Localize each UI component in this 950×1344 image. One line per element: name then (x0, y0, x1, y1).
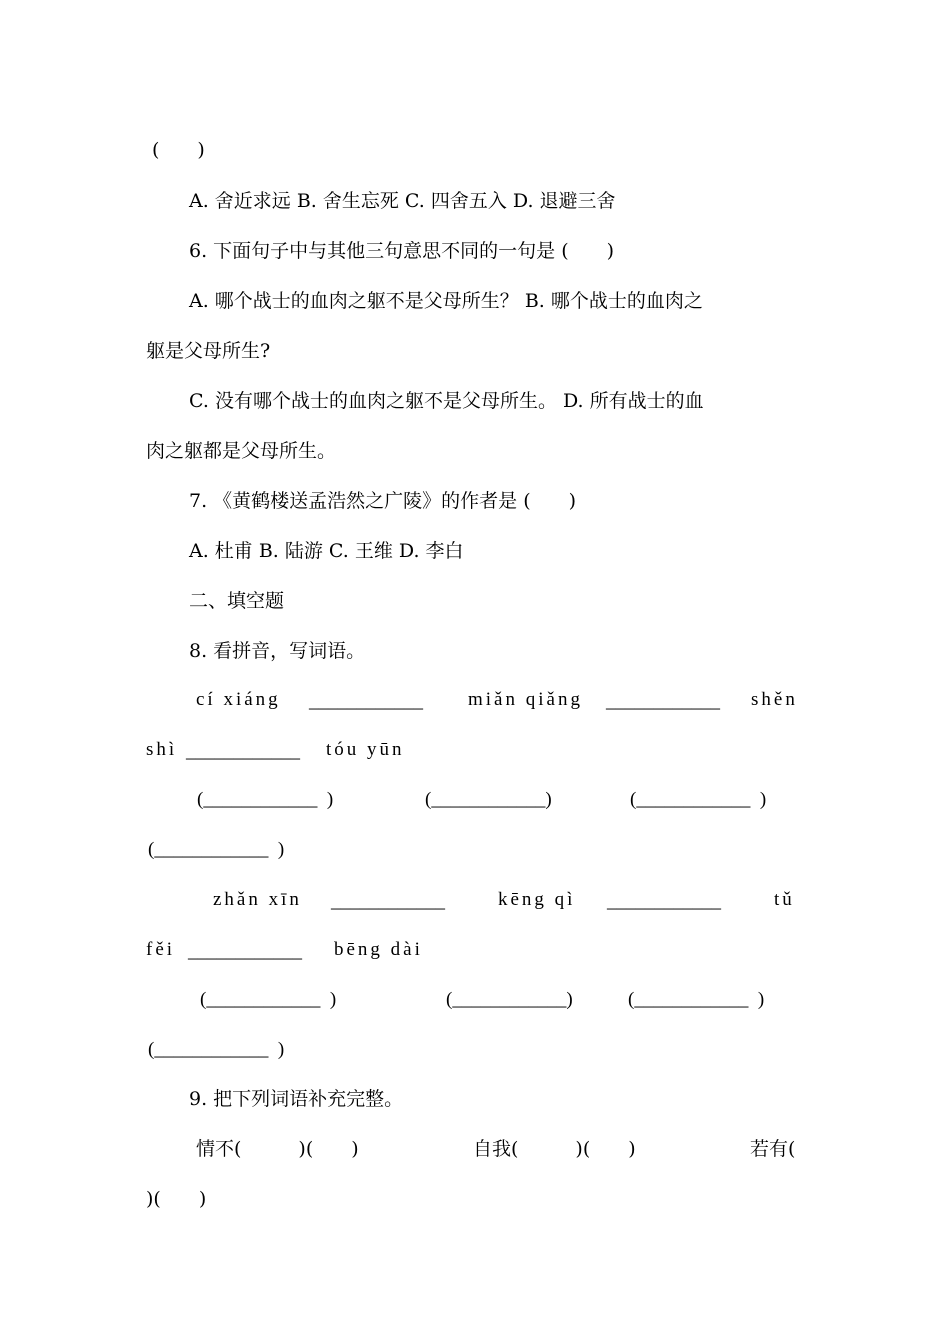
q8-pinyin-blank-1[interactable]: ____________ (309, 691, 423, 712)
q8-pinyin-3b: shì (146, 739, 178, 760)
q8-pinyin-4: tóu yūn (326, 739, 405, 760)
q8-answer-box-4[interactable]: (____________ ) (148, 839, 285, 860)
q8-answer-box-8[interactable]: (____________ ) (148, 1039, 285, 1060)
q8-pinyin-1: cí xiáng (196, 689, 281, 710)
q7-options: A. 杜甫 B. 陆游 C. 王维 D. 李白 (189, 540, 464, 562)
q6-option-a-line2: 躯是父母所生? (146, 340, 271, 362)
q7-stem: 7. 《黄鹤楼送孟浩然之广陵》的作者是 ( ) (189, 490, 577, 512)
q8-stem: 8. 看拼音，写词语。 (189, 640, 366, 662)
q6-option-a-line1: A. 哪个战士的血肉之躯不是父母所生？ B. 哪个战士的血肉之 (189, 290, 703, 312)
q6-option-c-line1: C. 没有哪个战士的血肉之躯不是父母所生。 D. 所有战士的血 (189, 390, 704, 412)
q8-pinyin-blank-2[interactable]: ____________ (606, 691, 720, 712)
q8-answer-box-3[interactable]: (____________ ) (630, 789, 767, 810)
q8-answer-box-5[interactable]: (____________ ) (200, 989, 337, 1010)
q8-answer-box-6[interactable]: (____________) (446, 989, 573, 1010)
q8-pinyin-blank-6[interactable]: ____________ (607, 891, 721, 912)
q9-word-3b[interactable]: )( ) (146, 1188, 207, 1210)
q8-pinyin-blank-5[interactable]: ____________ (331, 891, 445, 912)
q6-stem: 6. 下面句子中与其他三句意思不同的一句是 ( ) (189, 240, 615, 262)
q8-pinyin-2: miǎn qiǎng (468, 689, 583, 710)
q8-pinyin-3a: shěn (751, 689, 798, 710)
q9-stem: 9. 把下列词语补充完整。 (189, 1088, 404, 1110)
q8-pinyin-6: kēng qì (498, 889, 576, 910)
q9-word-3a[interactable]: 若有( (750, 1138, 796, 1160)
q8-pinyin-blank-7[interactable]: ____________ (188, 941, 302, 962)
q8-pinyin-8: bēng dài (334, 939, 423, 960)
q8-answer-box-2[interactable]: (____________) (425, 789, 552, 810)
q5-answer-paren: ( ) (152, 139, 205, 161)
q8-pinyin-5: zhǎn xīn (213, 889, 302, 910)
q8-answer-box-1[interactable]: (____________ ) (197, 789, 334, 810)
q8-pinyin-blank-3[interactable]: ____________ (186, 741, 300, 762)
q8-answer-box-7[interactable]: (____________ ) (628, 989, 765, 1010)
q8-pinyin-7a: tǔ (774, 889, 795, 910)
q8-pinyin-7b: fěi (146, 939, 176, 960)
q6-option-c-line2: 肉之躯都是父母所生。 (146, 440, 337, 462)
section-title: 二、填空题 (189, 590, 285, 612)
q9-word-1[interactable]: 情不( )( ) (196, 1138, 359, 1160)
q9-word-2[interactable]: 自我( )( ) (473, 1138, 636, 1160)
q5-options: A. 舍近求远 B. 舍生忘死 C. 四舍五入 D. 退避三舍 (189, 190, 616, 212)
